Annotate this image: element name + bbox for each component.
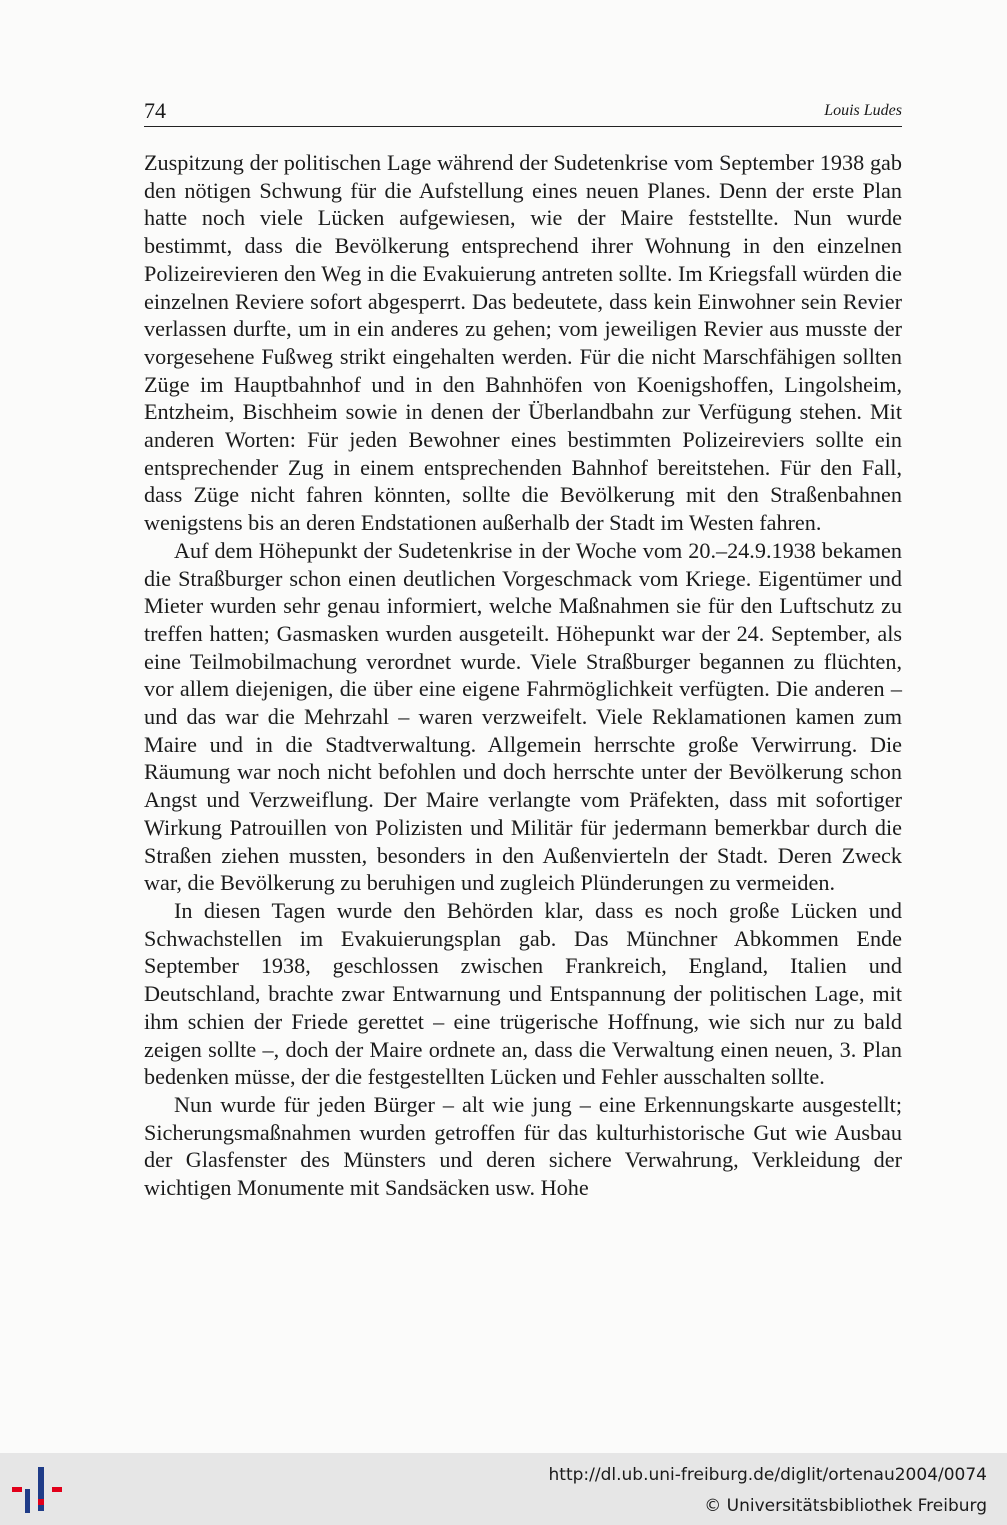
permalink-url[interactable]: http://dl.ub.uni-freiburg.de/diglit/ortenau2004/0074 <box>548 1465 987 1485</box>
paragraph: Zuspitzung der politischen Lage während der Sudetenkrise vom September 1938 gab den nötigen Schwung für die Aufstellung eines neuen Planes. Denn der erste Plan hatte noch viele Lücken aufgewiesen, wie der Maire feststellte. Nun wurde bestimmt, dass die Bevölkerung entsprechend ihrer Wohnung in den einzelnen Polizeirevieren den Weg in die Evakuierung antreten sollte. Im Kriegsfall würden die einzelnen Reviere sofort abgesperrt. Das bedeutete, dass kein Einwohner sein Revier verlassen durfte, um in ein anderes zu gehen; vom jeweiligen Revier aus musste der vorgesehene Fußweg strikt eingehalten werden. Für die nicht Marschfähigen sollten Züge im Hauptbahnhof und in den Bahnhöfen von Koenigshoffen, Lingolsheim, Entzheim, Bischheim sowie in denen der Überlandbahn zur Verfügung stehen. Mit anderen Worten: Für jeden Bewohner eines bestimmten Polizeireviers sollte ein entsprechender Zug in einem entsprechenden Bahnhof bereitstehen. Für den Fall, dass Züge nicht fahren könnten, sollte die Bevölkerung mit den Straßenbahnen wenigstens bis an deren Endstationen außerhalb der Stadt im Westen fahren. <box>144 150 902 536</box>
library-footer <box>0 1453 1007 1525</box>
ub-freiburg-logo-icon <box>12 1465 64 1515</box>
paragraph: Nun wurde für jeden Bürger – alt wie jung – eine Erkennungskarte ausgestellt; Sicherungsmaßnahmen wurden getroffen für das kulturhistorische Gut wie Ausbau der Glasfenster des Münsters und deren sichere Verwahrung, Verkleidung der wichtigen Monumente mit Sandsäcken usw. Hohe <box>144 1091 902 1201</box>
page-header <box>144 96 902 127</box>
body-text <box>144 149 902 1202</box>
paragraph: Auf dem Höhepunkt der Sudetenkrise in der Woche vom 20.–24.9.1938 bekamen die Straßburger schon einen deutlichen Vorgeschmack vom Kriege. Eigentümer und Mieter wurden sehr genau informiert, welche Maßnahmen sie für den Luftschutz zu treffen hatten; Gasmasken wurden ausgeteilt. Höhepunkt war der 24. September, als eine Teilmobilmachung verordnet wurde. Viele Straßburger begannen zu flüchten, vor allem diejenigen, die über eine eigene Fahrmöglichkeit verfügten. Die anderen – und das war die Mehrzahl – waren verzweifelt. Viele Reklamationen kamen zum Maire und in die Stadtverwaltung. Allgemein herrschte große Verwirrung. Die Räumung war noch nicht befohlen und doch herrschte unter der Bevölkerung schon Angst und Verzweiflung. Der Maire verlangte vom Präfekten, dass mit sofortiger Wirkung Patrouillen von Polizisten und Militär für jedermann bemerkbar durch die Straßen ziehen mussten, besonders in den Außenvierteln der Stadt. Deren Zweck war, die Bevölkerung zu beruhigen und zugleich Plünderungen zu vermeiden. <box>144 537 902 896</box>
running-head-author: Louis Ludes <box>824 102 902 119</box>
copyright-notice: © Universitätsbibliothek Freiburg <box>704 1496 987 1516</box>
paragraph: In diesen Tagen wurde den Behörden klar, dass es noch große Lücken und Schwachstellen im Evakuierungsplan gab. Das Münchner Abkommen Ende September 1938, geschlossen zwischen Frankreich, England, Italien und Deutschland, brachte zwar Entwarnung und Entspannung der politischen Lage, mit ihm schien der Friede gerettet – eine trügerische Hoffnung, wie sich nur zu bald zeigen sollte –, doch der Maire ordnete an, dass die Verwaltung einen neuen, 3. Plan bedenken müsse, der die festgestellten Lücken und Fehler ausschalten sollte. <box>144 897 902 1090</box>
page-number: 74 <box>144 98 166 123</box>
